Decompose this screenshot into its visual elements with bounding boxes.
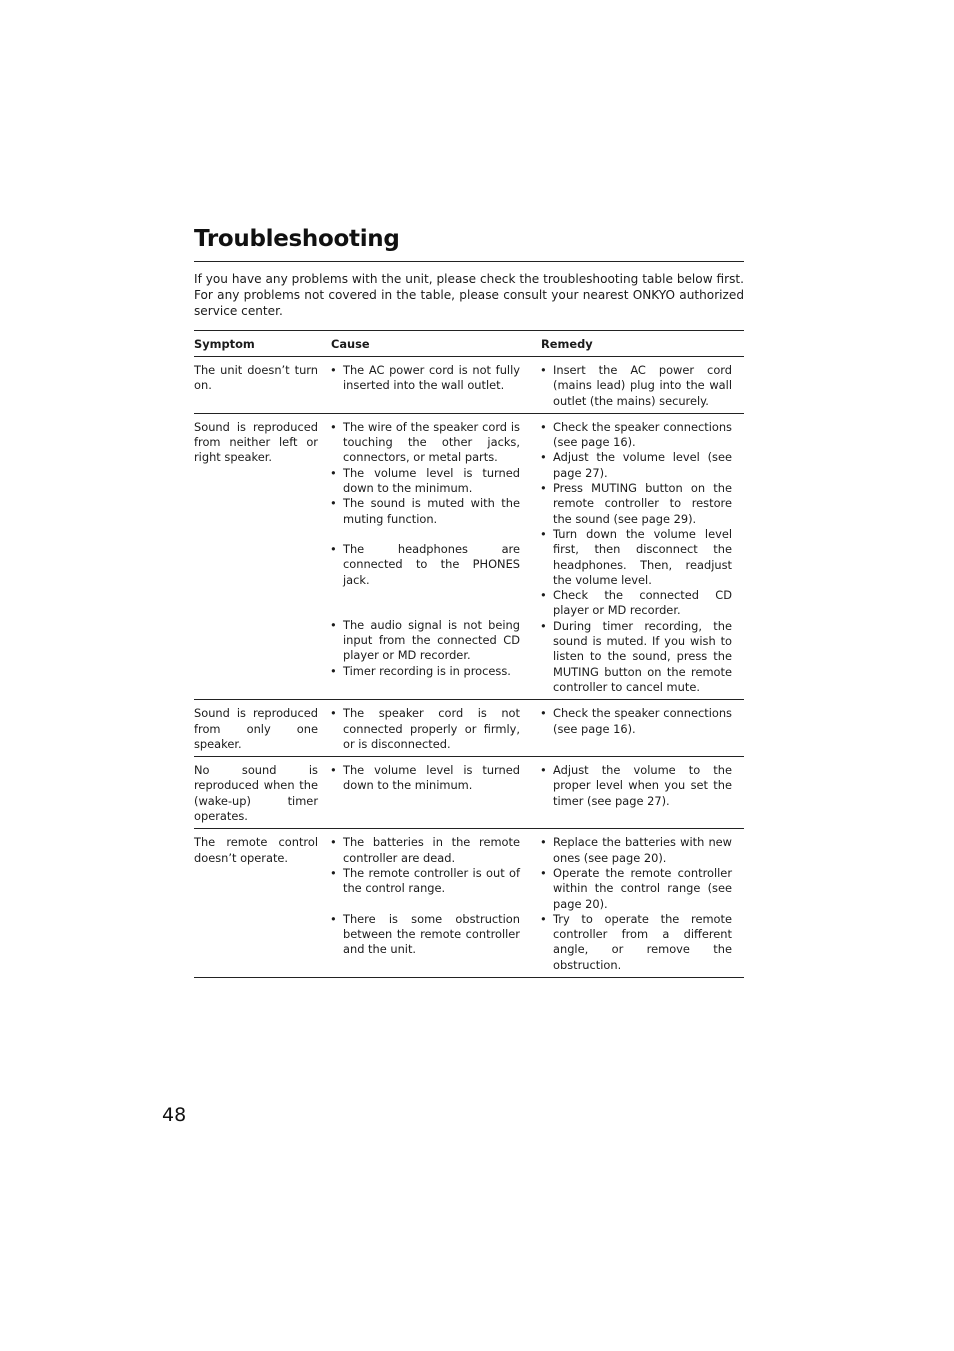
- remedy-item-text: Check the speaker connections (see page 16).: [553, 706, 732, 736]
- bullet-icon: •: [540, 618, 547, 633]
- symptom-cell: [194, 829, 318, 978]
- cause-item: [330, 363, 520, 394]
- bullet-icon: •: [330, 865, 337, 880]
- table-row: [194, 829, 744, 978]
- bullet-icon: •: [330, 363, 337, 377]
- cause-item-text: The speaker cord is not connected properly or firmly, or is disconnected.: [343, 706, 520, 751]
- remedy-cell: [530, 357, 744, 414]
- remedy-item-text: Turn down the volume level first, then disconnect the headphones. Then, readjust the volume level.: [553, 526, 732, 587]
- cause-item: [330, 664, 520, 679]
- bullet-icon: •: [540, 911, 547, 926]
- cause-list: [330, 363, 520, 394]
- cause-cell: [318, 829, 530, 978]
- cause-item: [330, 420, 520, 466]
- remedy-cell: [530, 757, 744, 829]
- symptom-text: Sound is reproduced from only one speaker.: [194, 706, 318, 751]
- symptom-cell: [194, 700, 318, 757]
- remedy-item: [540, 706, 732, 737]
- remedy-item-text: Replace the batteries with new ones (see page 20).: [553, 835, 732, 865]
- cause-header: Cause: [318, 331, 530, 357]
- bullet-icon: •: [330, 465, 337, 480]
- cause-item-text: The volume level is turned down to the minimum.: [343, 763, 520, 793]
- remedy-list: [540, 706, 732, 737]
- cause-item: [330, 706, 520, 752]
- remedy-item-text: Try to operate the remote controller from a different angle, or remove the obstruction.: [553, 911, 732, 972]
- remedy-list: [540, 420, 732, 695]
- symptom-cell: [194, 413, 318, 699]
- table-row: [194, 700, 744, 757]
- bullet-icon: •: [540, 835, 547, 850]
- bullet-icon: •: [330, 496, 337, 511]
- remedy-item-text: Check the connected CD player or MD recorder.: [553, 588, 732, 618]
- symptom-cell: [194, 357, 318, 414]
- cause-item-text: There is some obstruction between the remote controller and the unit.: [343, 911, 520, 957]
- cause-item-text: The remote controller is out of the control range.: [343, 865, 520, 896]
- bullet-icon: •: [540, 481, 547, 496]
- cause-item-text: Timer recording is in process.: [343, 663, 511, 678]
- table-body: [194, 357, 744, 978]
- remedy-item: [540, 835, 732, 866]
- cause-item: [330, 835, 520, 866]
- symptom-text: Sound is reproduced from neither left or right speaker.: [194, 419, 318, 465]
- cause-item-text: The volume level is turned down to the minimum.: [343, 465, 520, 496]
- remedy-item: [540, 363, 732, 409]
- remedy-item-text: Check the speaker connections (see page 16).: [553, 419, 732, 450]
- intro-paragraph: If you have any problems with the unit, please check the troubleshooting table below first. For any problems not covered in the table, please consult your nearest ONKYO authorized service center.: [194, 272, 744, 318]
- remedy-item: [540, 527, 732, 588]
- cause-item: [330, 618, 520, 664]
- cause-item: [330, 912, 520, 958]
- bullet-icon: •: [540, 763, 547, 778]
- cause-cell: [318, 757, 530, 829]
- remedy-item-text: Operate the remote controller within the control range (see page 20).: [553, 865, 732, 911]
- cause-item-text: The AC power cord is not fully inserted into the wall outlet.: [343, 363, 520, 393]
- cause-cell: [318, 357, 530, 414]
- cause-list: [330, 835, 520, 957]
- cause-item: [330, 763, 520, 794]
- remedy-list: [540, 363, 732, 409]
- remedy-item: [540, 588, 732, 619]
- remedy-item: [540, 619, 732, 695]
- bullet-icon: •: [540, 526, 547, 541]
- remedy-cell: [530, 829, 744, 978]
- bullet-icon: •: [540, 363, 547, 377]
- remedy-item-text: Adjust the volume level (see page 27).: [553, 450, 732, 480]
- table-header-row: [194, 331, 744, 357]
- bullet-icon: •: [540, 706, 547, 721]
- troubleshooting-table: [194, 330, 744, 978]
- remedy-item: [540, 420, 732, 451]
- cause-list: [330, 763, 520, 794]
- remedy-item: [540, 450, 732, 481]
- page-number: 48: [162, 1104, 187, 1126]
- remedy-item-text: Press MUTING button on the remote controller to restore the sound (see page 29).: [553, 481, 732, 526]
- bullet-icon: •: [330, 763, 337, 778]
- cause-item-text: The sound is muted with the muting function.: [343, 496, 520, 526]
- cause-item: [330, 496, 520, 527]
- bullet-icon: •: [330, 911, 337, 926]
- remedy-cell: [530, 413, 744, 699]
- remedy-item: [540, 481, 732, 527]
- symptom-cell: [194, 757, 318, 829]
- page-title: Troubleshooting: [194, 226, 400, 252]
- bullet-icon: •: [330, 835, 337, 850]
- cause-item-text: The headphones are connected to the PHONES jack.: [343, 541, 520, 587]
- remedy-item: [540, 763, 732, 809]
- remedy-item: [540, 866, 732, 912]
- cause-item-text: The batteries in the remote controller are dead.: [343, 835, 520, 865]
- bullet-icon: •: [540, 450, 547, 465]
- remedy-list: [540, 763, 732, 809]
- remedy-item-text: During timer recording, the sound is muted. If you wish to listen to the sound, press the MUTING button on the remote controller to cancel mute.: [553, 618, 732, 694]
- symptom-header: Symptom: [194, 331, 318, 357]
- cause-list: [330, 706, 520, 752]
- remedy-item: [540, 912, 732, 973]
- remedy-header: Remedy: [530, 331, 744, 357]
- bullet-icon: •: [330, 617, 337, 632]
- remedy-cell: [530, 700, 744, 757]
- table-row: [194, 757, 744, 829]
- cause-item: [330, 866, 520, 897]
- bullet-icon: •: [540, 419, 547, 434]
- cause-item: [330, 542, 520, 588]
- cause-list: [330, 420, 520, 679]
- remedy-item-text: Adjust the volume to the proper level when you set the timer (see page 27).: [553, 763, 732, 808]
- table-row: [194, 357, 744, 414]
- symptom-text: The remote control doesn’t operate.: [194, 835, 318, 865]
- title-rule: [194, 261, 744, 262]
- bullet-icon: •: [330, 663, 337, 678]
- bullet-icon: •: [330, 706, 337, 721]
- cause-item-text: The wire of the speaker cord is touching the other jacks, connectors, or metal parts.: [343, 419, 520, 465]
- remedy-list: [540, 835, 732, 973]
- cause-cell: [318, 700, 530, 757]
- remedy-item-text: Insert the AC power cord (mains lead) plug into the wall outlet (the mains) securely.: [553, 363, 732, 408]
- cause-item: [330, 466, 520, 497]
- symptom-text: The unit doesn’t turn on.: [194, 363, 318, 393]
- bullet-icon: •: [330, 541, 337, 556]
- bullet-icon: •: [540, 865, 547, 880]
- cause-item-text: The audio signal is not being input from the connected CD player or MD recorder.: [343, 617, 520, 663]
- bullet-icon: •: [330, 419, 337, 434]
- cause-cell: [318, 413, 530, 699]
- symptom-text: No sound is reproduced when the (wake-up) timer operates.: [194, 763, 318, 824]
- bullet-icon: •: [540, 588, 547, 603]
- table-row: [194, 413, 744, 699]
